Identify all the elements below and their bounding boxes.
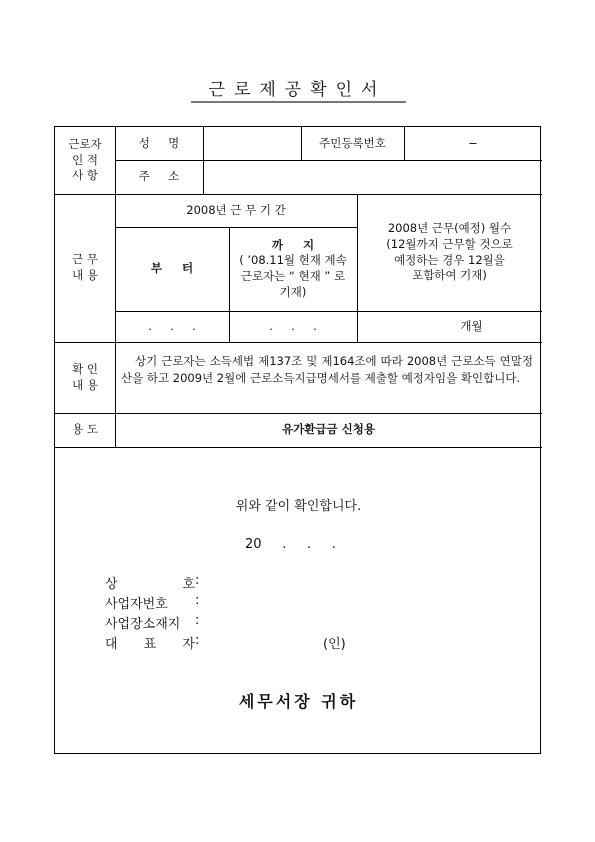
section-label-line: 인 적 [72, 152, 98, 167]
biz-number-row [105, 593, 207, 612]
confirmation-text: 상기 근로자는 소득세법 제137조 및 제164조에 따라 2008년 근로소득 연말정산을 하고 2009년 2월에 근로소득지급명세서를 제출할 예정자임을 확인합니다. [121, 354, 533, 385]
work-months-field[interactable]: 개월 [460, 318, 483, 333]
company-label: 상 호 [105, 577, 195, 592]
section-label-line: 근 무 [72, 252, 98, 267]
biz-address-label: 사업장소재지 [105, 617, 181, 632]
row-divider [55, 447, 542, 448]
address-label: 주 소 [138, 169, 180, 184]
representative-label: 대 표 자 [105, 637, 195, 652]
from-label: 부 터 [150, 261, 194, 276]
months-header-line: (12월까지 근무할 것으로 [386, 236, 513, 251]
section-label-line: 사 항 [72, 168, 98, 183]
biz-number-label: 사업자번호 [105, 597, 168, 612]
worker-info-section-label [55, 127, 115, 194]
company-row [105, 573, 207, 592]
until-note-line: ( ’08.11월 현재 계속 [239, 253, 347, 268]
work-details-section-label [55, 194, 115, 342]
row-divider [55, 342, 542, 343]
name-label: 성 명 [138, 135, 180, 150]
document-title: 근로제공확인서 [208, 80, 387, 100]
section-label-line: 내 용 [72, 377, 98, 392]
until-label: 까 지 [271, 237, 315, 252]
colon: : [195, 613, 200, 628]
addressee: 세무서장 귀하 [238, 692, 359, 711]
colon: : [195, 633, 200, 648]
until-note-line: 기재) [279, 284, 307, 299]
colon: : [195, 593, 200, 608]
biz-address-row [105, 613, 207, 632]
seal-mark: (인) [323, 637, 346, 652]
representative-row [105, 633, 207, 652]
confirmation-form [54, 126, 541, 754]
months-header-line: 포함하여 기재) [412, 268, 487, 283]
purpose-label: 용 도 [72, 422, 98, 437]
section-label-line: 근로자 [68, 137, 102, 152]
id-number-label: 주민등록번호 [319, 135, 386, 150]
colon: : [195, 573, 200, 588]
until-note-line: 근로자는 “ 현재 ” 로 [240, 269, 346, 283]
confirmation-section-label [55, 342, 115, 413]
work-months-header [357, 194, 542, 311]
section-label-line: 내 용 [72, 268, 98, 282]
work-period-header: 2008년 근 무 기 간 [186, 202, 286, 217]
address-field[interactable] [203, 160, 542, 194]
confirm-statement: 위와 같이 확인합니다. [235, 499, 362, 514]
issue-date[interactable]: 20 . . . [245, 537, 336, 552]
from-date-field[interactable]: . . . [148, 318, 196, 333]
months-header-line: 예정하는 경우 12월을 [394, 252, 505, 267]
until-header [229, 227, 357, 311]
section-label-line: 확 인 [72, 361, 98, 376]
purpose-value: 유가환급금 신청용 [282, 422, 375, 437]
title-underline [191, 101, 406, 103]
id-number-field[interactable]: − [468, 135, 478, 150]
until-date-field[interactable]: . . . [269, 318, 317, 333]
months-header-line: 2008년 근무(예정) 월수 [387, 221, 512, 236]
name-field[interactable] [203, 127, 301, 160]
